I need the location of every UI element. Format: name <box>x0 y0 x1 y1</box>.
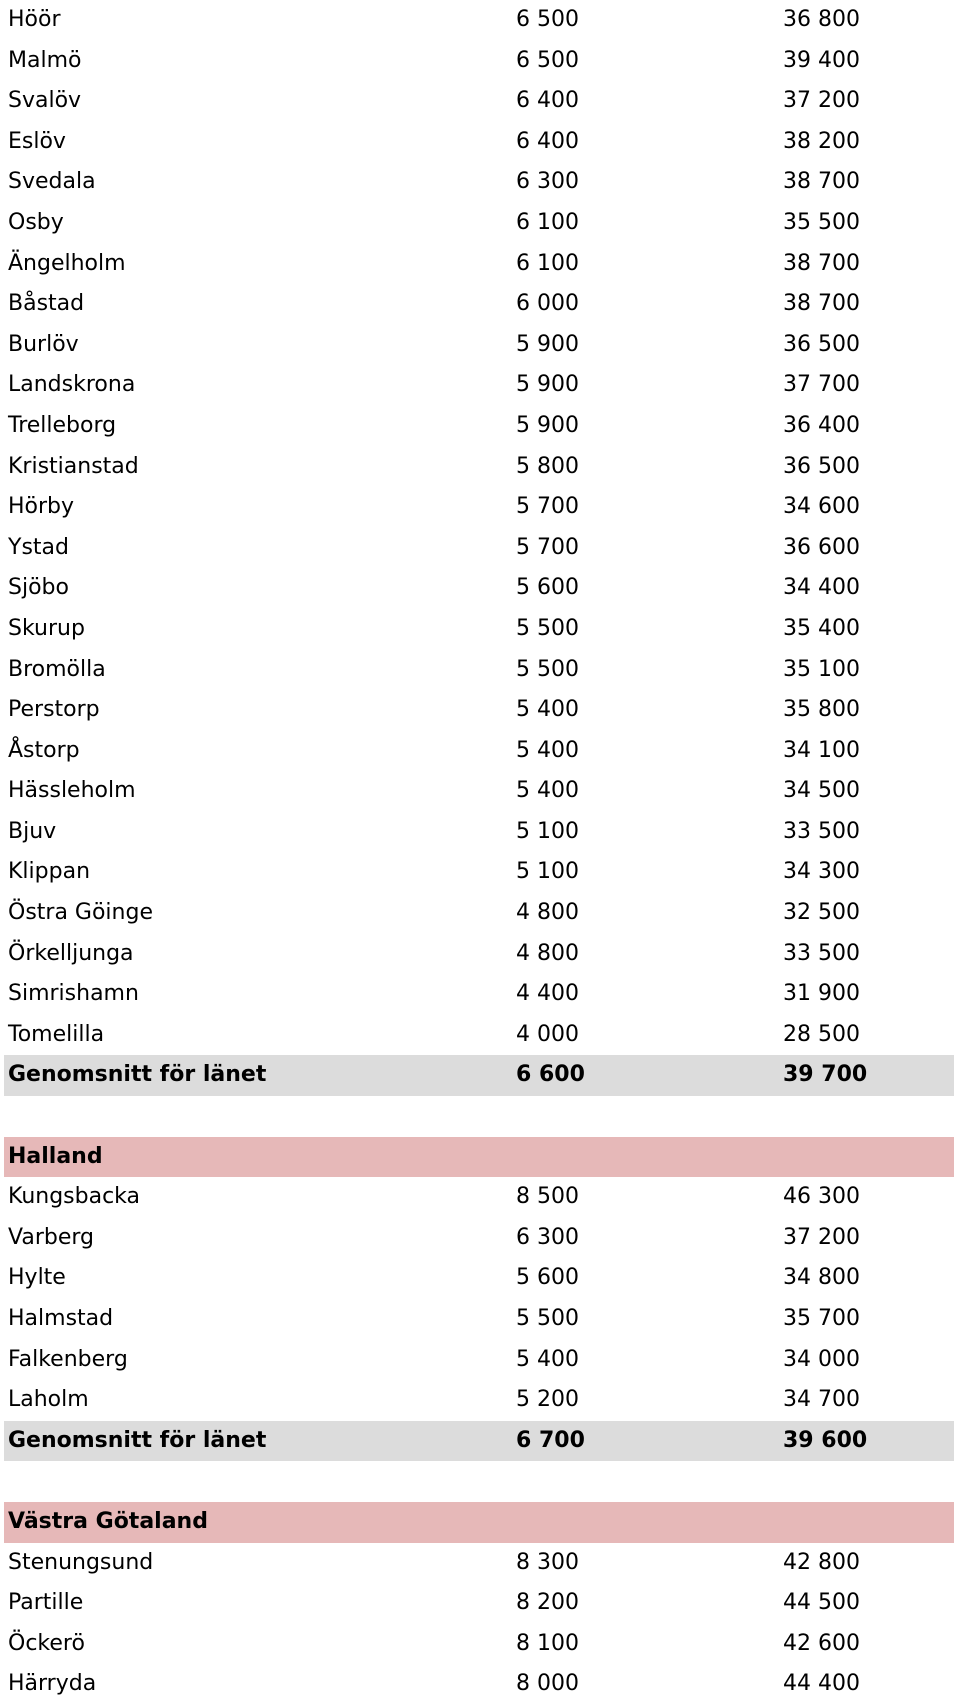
table-row <box>4 406 954 447</box>
municipality-name: Partille <box>8 1590 84 1616</box>
table-row <box>4 1624 954 1665</box>
value-cell-2: 37 200 <box>783 88 860 114</box>
value-cell-1: 6 300 <box>516 169 579 195</box>
table-row <box>4 1583 954 1624</box>
municipality-name: Malmö <box>8 47 82 73</box>
table-row <box>4 81 954 122</box>
municipality-name: Örkelljunga <box>8 940 134 966</box>
average-row <box>4 1421 954 1462</box>
value-cell-1: 6 300 <box>516 1224 579 1250</box>
value-cell-1: 5 400 <box>516 697 579 723</box>
municipality-name: Tomelilla <box>8 1021 105 1047</box>
value-cell-1: 6 700 <box>516 1427 585 1453</box>
table-row <box>4 365 954 406</box>
municipality-name: Öckerö <box>8 1630 85 1656</box>
table-row <box>4 447 954 488</box>
value-cell-1: 6 500 <box>516 47 579 73</box>
value-cell-2: 34 400 <box>783 575 860 601</box>
municipality-name: Hässleholm <box>8 778 136 804</box>
value-cell-1: 8 000 <box>516 1671 579 1697</box>
value-cell-2: 36 600 <box>783 534 860 560</box>
municipality-name: Östra Göinge <box>8 900 153 926</box>
region-name: Västra Götaland <box>8 1508 208 1534</box>
value-cell-2: 44 500 <box>783 1590 860 1616</box>
table-row <box>4 487 954 528</box>
value-cell-2: 34 800 <box>783 1265 860 1291</box>
value-cell-2: 39 700 <box>783 1062 868 1088</box>
table-row <box>4 690 954 731</box>
value-cell-1: 6 500 <box>516 7 579 32</box>
table-row <box>4 284 954 325</box>
value-cell-2: 37 700 <box>783 372 860 398</box>
value-cell-1: 5 900 <box>516 372 579 398</box>
value-cell-2: 36 500 <box>783 331 860 357</box>
value-cell-2: 35 800 <box>783 697 860 723</box>
municipality-name: Båstad <box>8 291 85 317</box>
spacer-row <box>4 1096 954 1137</box>
municipality-name: Sjöbo <box>8 575 69 601</box>
value-cell-2: 31 900 <box>783 981 860 1007</box>
value-cell-2: 34 300 <box>783 859 860 885</box>
table-row <box>4 1380 954 1421</box>
table-row <box>4 122 954 163</box>
value-cell-1: 5 100 <box>516 818 579 844</box>
table-row <box>4 1258 954 1299</box>
municipality-name: Halmstad <box>8 1306 114 1331</box>
value-cell-2: 39 400 <box>783 47 860 73</box>
value-cell-1: 5 400 <box>516 1346 579 1372</box>
value-cell-2: 33 500 <box>783 940 860 966</box>
value-cell-1: 5 400 <box>516 737 579 763</box>
value-cell-2: 38 700 <box>783 250 860 276</box>
municipality-name: Osby <box>8 209 64 235</box>
table-row <box>4 325 954 366</box>
value-cell-1: 5 700 <box>516 534 579 560</box>
value-cell-1: 4 800 <box>516 940 579 966</box>
municipality-name: Kungsbacka <box>8 1184 141 1210</box>
municipality-name: Genomsnitt för länet <box>8 1427 267 1453</box>
municipality-name: Svedala <box>8 169 96 195</box>
value-cell-2: 34 100 <box>783 737 860 763</box>
value-cell-2: 35 700 <box>783 1306 860 1331</box>
municipality-name: Klippan <box>8 859 91 885</box>
value-cell-2: 35 400 <box>783 615 860 641</box>
spacer-row <box>4 1461 954 1502</box>
municipality-name: Burlöv <box>8 331 79 357</box>
average-row <box>4 1055 954 1096</box>
value-cell-2: 35 500 <box>783 209 860 235</box>
value-cell-1: 5 200 <box>516 1387 579 1413</box>
value-cell-2: 35 100 <box>783 656 860 682</box>
value-cell-2: 42 600 <box>783 1630 860 1656</box>
table-row <box>4 1543 954 1584</box>
table-row <box>4 1015 954 1056</box>
municipality-name: Ystad <box>8 534 69 560</box>
table-row <box>4 0 954 41</box>
table-row <box>4 1664 954 1705</box>
region-header-row <box>4 1137 954 1178</box>
table-row <box>4 1177 954 1218</box>
municipality-name: Åstorp <box>8 737 80 763</box>
value-cell-2: 33 500 <box>783 818 860 844</box>
value-cell-1: 4 800 <box>516 900 579 926</box>
value-cell-1: 5 500 <box>516 1306 579 1331</box>
municipality-name: Falkenberg <box>8 1346 128 1372</box>
value-cell-1: 5 600 <box>516 1265 579 1291</box>
value-cell-2: 46 300 <box>783 1184 860 1210</box>
table-row <box>4 934 954 975</box>
value-cell-1: 6 600 <box>516 1062 585 1088</box>
value-cell-1: 5 800 <box>516 453 579 479</box>
value-cell-2: 38 200 <box>783 128 860 154</box>
value-cell-1: 5 900 <box>516 331 579 357</box>
municipality-name: Laholm <box>8 1387 89 1413</box>
data-table <box>4 0 954 1705</box>
region-header-row <box>4 1502 954 1543</box>
value-cell-2: 34 600 <box>783 494 860 520</box>
table-row <box>4 162 954 203</box>
table-row <box>4 41 954 82</box>
value-cell-1: 8 300 <box>516 1549 579 1575</box>
region-name: Halland <box>8 1143 103 1169</box>
value-cell-1: 5 100 <box>516 859 579 885</box>
municipality-name: Kristianstad <box>8 453 139 479</box>
table-row <box>4 1340 954 1381</box>
value-cell-2: 34 000 <box>783 1346 860 1372</box>
value-cell-2: 34 700 <box>783 1387 860 1413</box>
value-cell-2: 36 400 <box>783 412 860 438</box>
value-cell-2: 34 500 <box>783 778 860 804</box>
table-row <box>4 244 954 285</box>
table-row <box>4 974 954 1015</box>
value-cell-2: 32 500 <box>783 900 860 926</box>
municipality-name: Perstorp <box>8 697 100 723</box>
value-cell-1: 4 000 <box>516 1021 579 1047</box>
value-cell-1: 6 000 <box>516 291 579 317</box>
municipality-name: Varberg <box>8 1224 94 1250</box>
municipality-name: Härryda <box>8 1671 97 1697</box>
municipality-name: Ängelholm <box>8 250 126 276</box>
value-cell-1: 5 600 <box>516 575 579 601</box>
value-cell-2: 38 700 <box>783 291 860 317</box>
table-row <box>4 731 954 772</box>
value-cell-1: 6 100 <box>516 209 579 235</box>
municipality-name: Eslöv <box>8 128 66 154</box>
municipality-name: Simrishamn <box>8 981 139 1007</box>
municipality-name: Bjuv <box>8 818 57 844</box>
value-cell-1: 5 500 <box>516 656 579 682</box>
municipality-name: Skurup <box>8 615 85 641</box>
table-row <box>4 1299 954 1340</box>
value-cell-2: 37 200 <box>783 1224 860 1250</box>
municipality-name: Höör <box>8 7 61 32</box>
value-cell-2: 39 600 <box>783 1427 868 1453</box>
municipality-name: Genomsnitt för länet <box>8 1062 267 1088</box>
table-row <box>4 893 954 934</box>
value-cell-2: 38 700 <box>783 169 860 195</box>
value-cell-1: 6 400 <box>516 88 579 114</box>
table-row <box>4 528 954 569</box>
table-row <box>4 771 954 812</box>
value-cell-1: 8 500 <box>516 1184 579 1210</box>
value-cell-1: 6 100 <box>516 250 579 276</box>
value-cell-1: 5 400 <box>516 778 579 804</box>
table-row <box>4 568 954 609</box>
municipality-name: Stenungsund <box>8 1549 154 1575</box>
municipality-name: Svalöv <box>8 88 82 114</box>
value-cell-2: 28 500 <box>783 1021 860 1047</box>
table-row <box>4 609 954 650</box>
table-row <box>4 852 954 893</box>
table-row <box>4 650 954 691</box>
table-row <box>4 203 954 244</box>
municipality-name: Bromölla <box>8 656 106 682</box>
value-cell-2: 42 800 <box>783 1549 860 1575</box>
value-cell-1: 8 200 <box>516 1590 579 1616</box>
value-cell-1: 4 400 <box>516 981 579 1007</box>
municipality-name: Landskrona <box>8 372 136 398</box>
value-cell-2: 36 800 <box>783 7 860 32</box>
table-row <box>4 1218 954 1259</box>
value-cell-1: 5 500 <box>516 615 579 641</box>
municipality-name: Hörby <box>8 494 75 520</box>
table-row <box>4 812 954 853</box>
value-cell-1: 5 700 <box>516 494 579 520</box>
value-cell-1: 5 900 <box>516 412 579 438</box>
municipality-name: Hylte <box>8 1265 66 1291</box>
value-cell-1: 6 400 <box>516 128 579 154</box>
value-cell-2: 44 400 <box>783 1671 860 1697</box>
municipality-name: Trelleborg <box>8 412 117 438</box>
value-cell-1: 8 100 <box>516 1630 579 1656</box>
value-cell-2: 36 500 <box>783 453 860 479</box>
